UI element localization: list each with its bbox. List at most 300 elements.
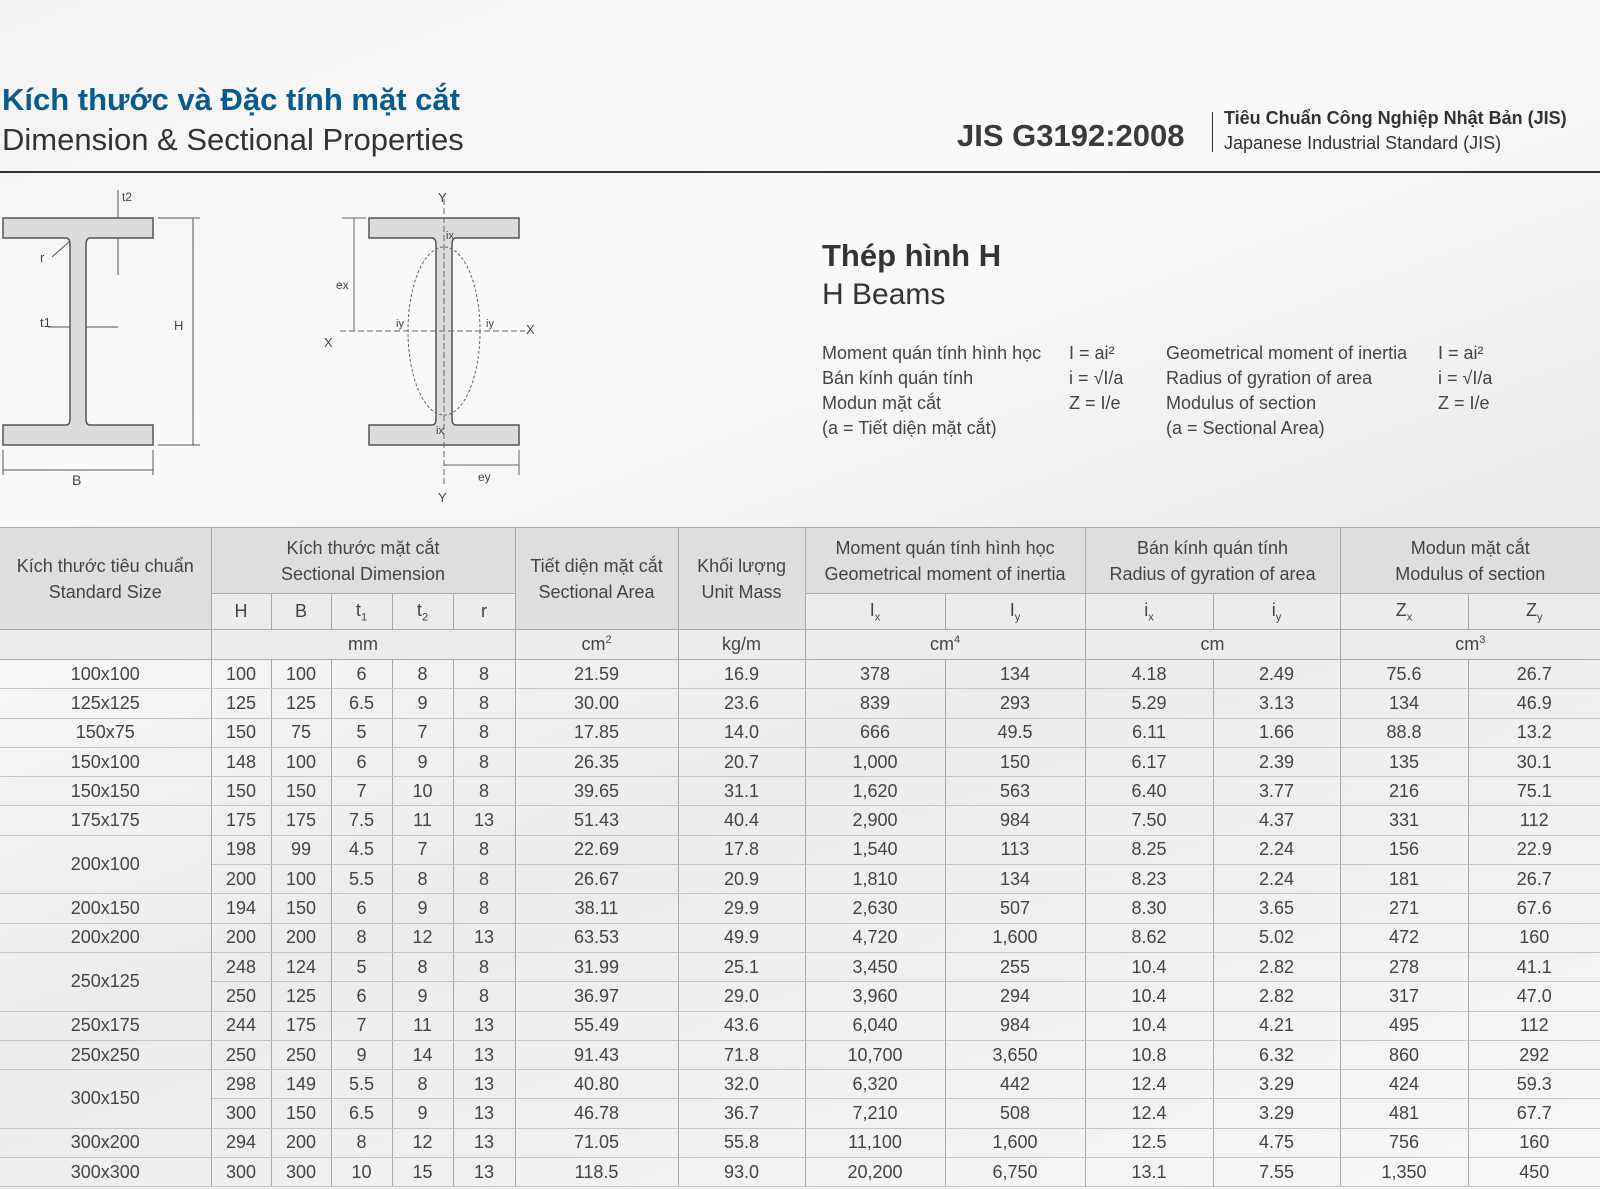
unit-blank xyxy=(0,630,211,660)
table-body xyxy=(0,660,1600,1187)
cell-iy: 6,750 xyxy=(945,1158,1085,1187)
cell-zy: 30.1 xyxy=(1468,747,1600,776)
cell-mass: 55.8 xyxy=(678,1128,805,1157)
cell-ix: 12.4 xyxy=(1085,1099,1213,1128)
cell-b: 125 xyxy=(271,689,331,718)
cell-h: 175 xyxy=(211,806,271,835)
table-row xyxy=(0,1011,1600,1040)
cell-mass: 49.9 xyxy=(678,923,805,952)
cell-iy: 2.49 xyxy=(1213,660,1340,689)
cell-iy: 1.66 xyxy=(1213,718,1340,747)
cell-r: 8 xyxy=(453,952,515,981)
diagram-label-Y-bottom: Y xyxy=(438,490,447,505)
cell-r: 13 xyxy=(453,1040,515,1069)
standard-name-vi: Tiêu Chuẩn Công Nghiệp Nhật Bản (JIS) xyxy=(1224,108,1567,128)
cell-size: 100x100 xyxy=(0,660,211,689)
cell-t1: 5.5 xyxy=(331,865,392,894)
cell-zy: 47.0 xyxy=(1468,982,1600,1011)
cell-b: 250 xyxy=(271,1040,331,1069)
formula-value-vi: Z = I/e xyxy=(1069,393,1121,413)
cell-zy: 112 xyxy=(1468,806,1600,835)
formula-label-en: Modulus of section xyxy=(1166,393,1317,413)
cell-iy: 294 xyxy=(945,982,1085,1011)
cell-size: 250x175 xyxy=(0,1011,211,1040)
cell-area: 46.78 xyxy=(515,1099,678,1128)
cell-zx: 472 xyxy=(1340,923,1468,952)
cell-mass: 23.6 xyxy=(678,689,805,718)
cell-b: 149 xyxy=(271,1070,331,1099)
cell-iy: 255 xyxy=(945,952,1085,981)
cell-r: 8 xyxy=(453,718,515,747)
cell-zx: 481 xyxy=(1340,1099,1468,1128)
cell-mass: 36.7 xyxy=(678,1099,805,1128)
formula-label-vi: Bán kính quán tính xyxy=(822,368,974,388)
cell-b: 175 xyxy=(271,1011,331,1040)
formula-note-vi: (a = Tiết diện mặt cắt) xyxy=(822,418,997,438)
cell-mass: 17.8 xyxy=(678,835,805,864)
cell-ix: 7.50 xyxy=(1085,806,1213,835)
cell-iy: 3.77 xyxy=(1213,777,1340,806)
cell-iy: 563 xyxy=(945,777,1085,806)
cell-t2: 7 xyxy=(392,835,453,864)
cell-zx: 134 xyxy=(1340,689,1468,718)
cell-h: 200 xyxy=(211,923,271,952)
diagram-label-B: B xyxy=(72,472,82,488)
beam-title-en: H Beams xyxy=(822,278,946,311)
cell-ix: 4,720 xyxy=(805,923,945,952)
cell-zx: 278 xyxy=(1340,952,1468,981)
header-modulus-of-section: Modun mặt cắt Modulus of section xyxy=(1340,528,1600,594)
cell-h: 198 xyxy=(211,835,271,864)
col-Zx: $Z_x$ xyxy=(1340,594,1468,630)
cell-iy: 984 xyxy=(945,806,1085,835)
diagram-label-X-left: X xyxy=(324,335,333,350)
cell-t1: 5.5 xyxy=(331,1070,392,1099)
cell-area: 40.80 xyxy=(515,1070,678,1099)
cell-iy: 49.5 xyxy=(945,718,1085,747)
cell-size: 300x200 xyxy=(0,1128,211,1157)
cell-size: 150x75 xyxy=(0,718,211,747)
table-row xyxy=(0,1099,1600,1128)
cell-t2: 9 xyxy=(392,1099,453,1128)
cell-zx: 216 xyxy=(1340,777,1468,806)
cell-t2: 8 xyxy=(392,952,453,981)
beam-title-vi: Thép hình H xyxy=(822,238,1002,273)
cell-iy: 1,600 xyxy=(945,923,1085,952)
cell-r: 8 xyxy=(453,689,515,718)
cell-b: 99 xyxy=(271,835,331,864)
cell-area: 55.49 xyxy=(515,1011,678,1040)
formula-value-vi: I = ai² xyxy=(1069,343,1115,363)
cell-iy: 4.37 xyxy=(1213,806,1340,835)
cell-iy: 2.24 xyxy=(1213,835,1340,864)
cell-iy: 507 xyxy=(945,894,1085,923)
col-Zy: $Z_y$ xyxy=(1468,594,1600,630)
col-iy: $i_y$ xyxy=(1213,594,1340,630)
cell-iy: 150 xyxy=(945,747,1085,776)
cell-mass: 29.9 xyxy=(678,894,805,923)
diagram-label-Y-top: Y xyxy=(438,190,447,205)
cell-r: 8 xyxy=(453,777,515,806)
unit-kgm: kg/m xyxy=(678,630,805,660)
col-ix: $i_x$ xyxy=(1085,594,1213,630)
cell-size: 250x250 xyxy=(0,1040,211,1069)
cell-ix: 6.17 xyxy=(1085,747,1213,776)
cell-size: 250x125 xyxy=(0,952,211,1011)
cell-mass: 14.0 xyxy=(678,718,805,747)
cell-mass: 32.0 xyxy=(678,1070,805,1099)
cell-zx: 135 xyxy=(1340,747,1468,776)
cell-zy: 160 xyxy=(1468,1128,1600,1157)
unit-cm2: $cm^2$ xyxy=(515,630,678,660)
diagram-label-iy-right: iy xyxy=(486,318,494,330)
cell-r: 8 xyxy=(453,835,515,864)
cell-t2: 10 xyxy=(392,777,453,806)
formula-label-vi: Moment quán tính hình học xyxy=(822,343,1042,363)
cell-ix: 839 xyxy=(805,689,945,718)
cell-h: 300 xyxy=(211,1099,271,1128)
cell-zx: 181 xyxy=(1340,865,1468,894)
cell-r: 8 xyxy=(453,747,515,776)
page-title-vi: Kích thước và Đặc tính mặt cắt xyxy=(2,82,460,117)
cell-ix: 6,040 xyxy=(805,1011,945,1040)
cell-h: 298 xyxy=(211,1070,271,1099)
cell-area: 51.43 xyxy=(515,806,678,835)
unit-cm3: $cm^3$ xyxy=(1340,630,1600,660)
cell-h: 194 xyxy=(211,894,271,923)
cell-ix: 1,810 xyxy=(805,865,945,894)
cell-b: 200 xyxy=(271,923,331,952)
cell-mass: 71.8 xyxy=(678,1040,805,1069)
cell-h: 150 xyxy=(211,777,271,806)
cell-area: 36.97 xyxy=(515,982,678,1011)
cell-area: 17.85 xyxy=(515,718,678,747)
cell-area: 21.59 xyxy=(515,660,678,689)
cell-mass: 43.6 xyxy=(678,1011,805,1040)
formula-label-vi: Modun mặt cắt xyxy=(822,393,942,413)
cell-t2: 9 xyxy=(392,689,453,718)
table-row xyxy=(0,1128,1600,1157)
cell-area: 22.69 xyxy=(515,835,678,864)
cell-ix: 3,450 xyxy=(805,952,945,981)
beam-profile-left xyxy=(3,218,153,445)
cell-iy: 3.13 xyxy=(1213,689,1340,718)
header-radius-of-gyration: Bán kính quán tính Radius of gyration of area xyxy=(1085,528,1340,594)
header-unit-mass: Khối lượng Unit Mass xyxy=(678,528,805,630)
cell-zx: 88.8 xyxy=(1340,718,1468,747)
cell-mass: 16.9 xyxy=(678,660,805,689)
formula-label-en: Geometrical moment of inertia xyxy=(1166,343,1408,363)
cell-ix: 8.23 xyxy=(1085,865,1213,894)
cell-zy: 292 xyxy=(1468,1040,1600,1069)
cell-mass: 20.9 xyxy=(678,865,805,894)
header-moment-of-inertia: Moment quán tính hình học Geometrical moment of inertia xyxy=(805,528,1085,594)
standard-divider xyxy=(1212,112,1213,152)
cell-b: 100 xyxy=(271,747,331,776)
cell-size: 150x150 xyxy=(0,777,211,806)
cell-b: 150 xyxy=(271,894,331,923)
diagram-label-r: r xyxy=(40,250,45,265)
cell-t2: 7 xyxy=(392,718,453,747)
cell-h: 300 xyxy=(211,1158,271,1187)
cell-t1: 6 xyxy=(331,982,392,1011)
table-row xyxy=(0,1158,1600,1187)
cell-iy: 1,600 xyxy=(945,1128,1085,1157)
cell-b: 200 xyxy=(271,1128,331,1157)
cell-t2: 8 xyxy=(392,1070,453,1099)
table-row xyxy=(0,718,1600,747)
table-row xyxy=(0,865,1600,894)
cell-h: 148 xyxy=(211,747,271,776)
cell-h: 100 xyxy=(211,660,271,689)
cell-t1: 7 xyxy=(331,777,392,806)
cell-iy: 113 xyxy=(945,835,1085,864)
cell-t1: 4.5 xyxy=(331,835,392,864)
cell-r: 13 xyxy=(453,1070,515,1099)
cell-b: 175 xyxy=(271,806,331,835)
cell-h: 248 xyxy=(211,952,271,981)
cell-t2: 14 xyxy=(392,1040,453,1069)
cell-size: 125x125 xyxy=(0,689,211,718)
cell-r: 13 xyxy=(453,1128,515,1157)
cell-ix: 6.11 xyxy=(1085,718,1213,747)
unit-cm: cm xyxy=(1085,630,1340,660)
cell-r: 13 xyxy=(453,923,515,952)
cell-r: 13 xyxy=(453,1099,515,1128)
cell-iy: 2.24 xyxy=(1213,865,1340,894)
table-row xyxy=(0,777,1600,806)
cell-t1: 5 xyxy=(331,952,392,981)
table-row xyxy=(0,982,1600,1011)
table-row xyxy=(0,747,1600,776)
cell-iy: 134 xyxy=(945,865,1085,894)
cell-t1: 6 xyxy=(331,660,392,689)
cell-iy: 5.02 xyxy=(1213,923,1340,952)
cell-zy: 160 xyxy=(1468,923,1600,952)
cell-mass: 25.1 xyxy=(678,952,805,981)
cell-ix: 1,000 xyxy=(805,747,945,776)
col-B: B xyxy=(271,594,331,630)
cell-iy: 2.39 xyxy=(1213,747,1340,776)
table-row xyxy=(0,952,1600,981)
cell-zx: 424 xyxy=(1340,1070,1468,1099)
cell-ix: 12.4 xyxy=(1085,1070,1213,1099)
cell-ix: 3,960 xyxy=(805,982,945,1011)
cell-iy: 3.29 xyxy=(1213,1070,1340,1099)
diagram-label-t1: t1 xyxy=(40,315,51,330)
col-t2: $t_2$ xyxy=(392,594,453,630)
cell-iy: 2.82 xyxy=(1213,982,1340,1011)
cell-b: 124 xyxy=(271,952,331,981)
cell-iy: 2.82 xyxy=(1213,952,1340,981)
cell-ix: 1,540 xyxy=(805,835,945,864)
formula-value-vi: i = √I/a xyxy=(1069,368,1124,388)
cell-ix: 8.62 xyxy=(1085,923,1213,952)
cell-b: 150 xyxy=(271,1099,331,1128)
cell-b: 75 xyxy=(271,718,331,747)
cell-t2: 11 xyxy=(392,1011,453,1040)
cell-area: 31.99 xyxy=(515,952,678,981)
cell-area: 91.43 xyxy=(515,1040,678,1069)
unit-mm: mm xyxy=(211,630,515,660)
formula-label-en: Radius of gyration of area xyxy=(1166,368,1373,388)
cell-t2: 9 xyxy=(392,894,453,923)
cell-t1: 5 xyxy=(331,718,392,747)
cell-ix: 4.18 xyxy=(1085,660,1213,689)
cell-r: 13 xyxy=(453,1011,515,1040)
cell-ix: 6,320 xyxy=(805,1070,945,1099)
table-row xyxy=(0,923,1600,952)
cell-zx: 75.6 xyxy=(1340,660,1468,689)
cell-t1: 7.5 xyxy=(331,806,392,835)
cell-ix: 7,210 xyxy=(805,1099,945,1128)
page-title-en: Dimension & Sectional Properties xyxy=(2,122,464,157)
cell-iy: 4.75 xyxy=(1213,1128,1340,1157)
cell-area: 63.53 xyxy=(515,923,678,952)
cell-r: 8 xyxy=(453,865,515,894)
header-rule xyxy=(0,171,1600,173)
cell-area: 26.67 xyxy=(515,865,678,894)
cell-b: 100 xyxy=(271,660,331,689)
cell-ix: 20,200 xyxy=(805,1158,945,1187)
diagram-label-ix-top: ix xyxy=(446,230,454,242)
cell-ix: 666 xyxy=(805,718,945,747)
table-row xyxy=(0,806,1600,835)
cell-b: 125 xyxy=(271,982,331,1011)
cell-zx: 331 xyxy=(1340,806,1468,835)
cell-area: 30.00 xyxy=(515,689,678,718)
cell-zx: 1,350 xyxy=(1340,1158,1468,1187)
cell-zy: 59.3 xyxy=(1468,1070,1600,1099)
cell-zx: 860 xyxy=(1340,1040,1468,1069)
cell-iy: 442 xyxy=(945,1070,1085,1099)
cell-r: 8 xyxy=(453,660,515,689)
cell-size: 200x200 xyxy=(0,923,211,952)
cell-r: 13 xyxy=(453,806,515,835)
cell-iy: 4.21 xyxy=(1213,1011,1340,1040)
cell-h: 250 xyxy=(211,1040,271,1069)
col-Ix: $I_x$ xyxy=(805,594,945,630)
cell-iy: 508 xyxy=(945,1099,1085,1128)
cell-ix: 2,630 xyxy=(805,894,945,923)
header-standard-size: Kích thước tiêu chuẩn Standard Size xyxy=(0,528,211,630)
cell-h: 244 xyxy=(211,1011,271,1040)
cell-area: 39.65 xyxy=(515,777,678,806)
cell-b: 100 xyxy=(271,865,331,894)
table-row xyxy=(0,1040,1600,1069)
table-row xyxy=(0,660,1600,689)
col-t1: $t_1$ xyxy=(331,594,392,630)
cell-size: 175x175 xyxy=(0,806,211,835)
cell-iy: 3.29 xyxy=(1213,1099,1340,1128)
header-sectional-area: Tiết diện mặt cắt Sectional Area xyxy=(515,528,678,630)
cell-t1: 7 xyxy=(331,1011,392,1040)
unit-cm4: $cm^4$ xyxy=(805,630,1085,660)
cell-ix: 378 xyxy=(805,660,945,689)
cell-iy: 7.55 xyxy=(1213,1158,1340,1187)
header-sectional-dimension: Kích thước mặt cắt Sectional Dimension xyxy=(211,528,515,594)
cell-ix: 2,900 xyxy=(805,806,945,835)
cell-size: 300x150 xyxy=(0,1070,211,1129)
cell-t1: 6 xyxy=(331,747,392,776)
cell-zy: 22.9 xyxy=(1468,835,1600,864)
cell-size: 200x100 xyxy=(0,835,211,894)
cell-mass: 29.0 xyxy=(678,982,805,1011)
cell-t2: 15 xyxy=(392,1158,453,1187)
cell-ix: 10.8 xyxy=(1085,1040,1213,1069)
formula-note-en: (a = Sectional Area) xyxy=(1166,418,1325,438)
cell-t1: 8 xyxy=(331,1128,392,1157)
cell-ix: 10,700 xyxy=(805,1040,945,1069)
cell-ix: 6.40 xyxy=(1085,777,1213,806)
diagram-label-ey: ey xyxy=(478,470,491,484)
cell-iy: 293 xyxy=(945,689,1085,718)
cell-zy: 46.9 xyxy=(1468,689,1600,718)
cell-ix: 13.1 xyxy=(1085,1158,1213,1187)
h-beam-spec-table xyxy=(0,527,1600,1187)
cell-size: 150x100 xyxy=(0,747,211,776)
col-r: r xyxy=(453,594,515,630)
cell-t1: 6.5 xyxy=(331,689,392,718)
cell-iy: 984 xyxy=(945,1011,1085,1040)
cell-ix: 8.30 xyxy=(1085,894,1213,923)
table-row xyxy=(0,689,1600,718)
cell-zx: 495 xyxy=(1340,1011,1468,1040)
cell-t2: 11 xyxy=(392,806,453,835)
cell-h: 250 xyxy=(211,982,271,1011)
table-row xyxy=(0,1070,1600,1099)
diagram-label-iy-left: iy xyxy=(396,318,404,330)
cell-b: 150 xyxy=(271,777,331,806)
cell-h: 200 xyxy=(211,865,271,894)
cell-t1: 8 xyxy=(331,923,392,952)
diagram-label-X-right: X xyxy=(526,322,535,337)
cell-area: 38.11 xyxy=(515,894,678,923)
cell-t1: 6 xyxy=(331,894,392,923)
cell-ix: 8.25 xyxy=(1085,835,1213,864)
cell-t1: 10 xyxy=(331,1158,392,1187)
diagram-label-ix-bottom: ix xyxy=(436,425,444,437)
table-row xyxy=(0,894,1600,923)
cell-zy: 450 xyxy=(1468,1158,1600,1187)
cell-iy: 3,650 xyxy=(945,1040,1085,1069)
cell-ix: 11,100 xyxy=(805,1128,945,1157)
cell-t1: 6.5 xyxy=(331,1099,392,1128)
cell-h: 294 xyxy=(211,1128,271,1157)
standard-code: JIS G3192:2008 xyxy=(957,118,1185,153)
cell-ix: 10.4 xyxy=(1085,982,1213,1011)
cell-zx: 317 xyxy=(1340,982,1468,1011)
cell-ix: 12.5 xyxy=(1085,1128,1213,1157)
cell-mass: 93.0 xyxy=(678,1158,805,1187)
cell-ix: 5.29 xyxy=(1085,689,1213,718)
cell-size: 300x300 xyxy=(0,1158,211,1187)
cell-zy: 67.7 xyxy=(1468,1099,1600,1128)
cell-ix: 1,620 xyxy=(805,777,945,806)
formula-value-en: Z = I/e xyxy=(1438,393,1490,413)
cell-t2: 8 xyxy=(392,660,453,689)
cell-mass: 31.1 xyxy=(678,777,805,806)
formula-value-en: i = √I/a xyxy=(1438,368,1493,388)
diagram-label-ex: ex xyxy=(336,278,349,292)
cell-iy: 6.32 xyxy=(1213,1040,1340,1069)
cell-zy: 26.7 xyxy=(1468,865,1600,894)
cell-area: 26.35 xyxy=(515,747,678,776)
diagram-label-H: H xyxy=(174,318,184,333)
cell-area: 71.05 xyxy=(515,1128,678,1157)
cell-area: 118.5 xyxy=(515,1158,678,1187)
table-row xyxy=(0,835,1600,864)
